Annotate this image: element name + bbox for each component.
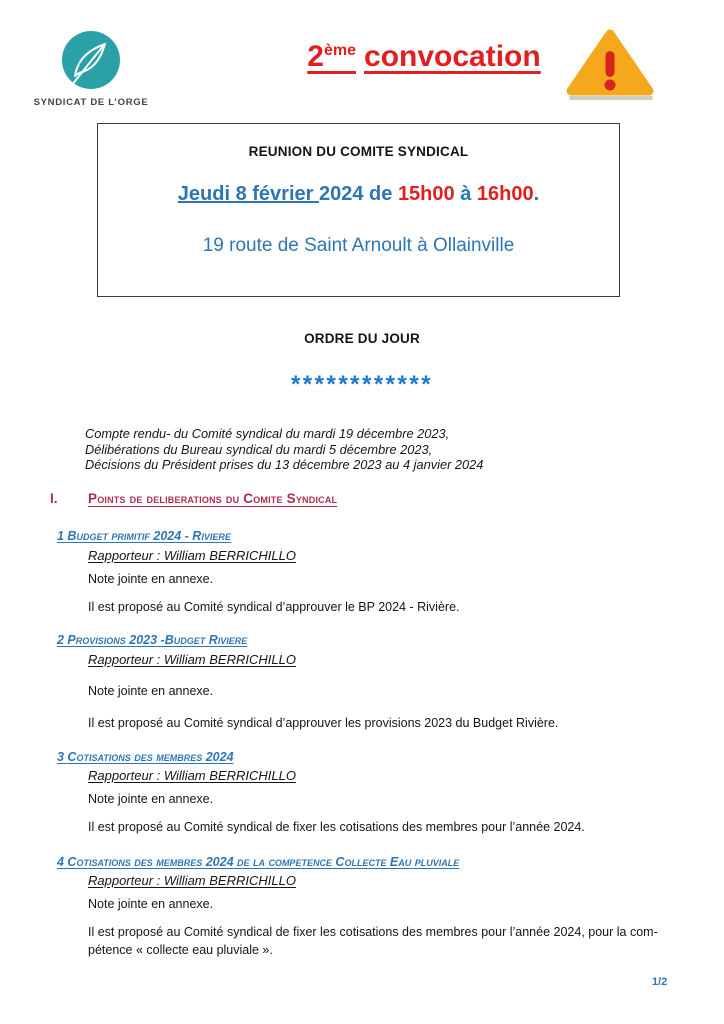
item-rapporteur: Rapporteur : William BERRICHILLO <box>88 548 296 563</box>
item-heading: 4 Cotisations des membres 2024 de la competence Collecte Eau pluviale <box>57 855 460 869</box>
page-title <box>307 40 540 74</box>
leaf-logo-icon <box>61 30 121 92</box>
org-name: SYNDICAT DE L’ORGE <box>33 97 149 108</box>
item-note: Note jointe en annexe. <box>88 792 214 806</box>
agenda-title: ORDRE DU JOUR <box>304 331 420 346</box>
item-rapporteur: Rapporteur : William BERRICHILLO <box>88 873 296 888</box>
meeting-title: REUNION DU COMITE SYNDICAL <box>248 144 469 159</box>
item-proposal: Il est proposé au Comité syndical de fixer les cotisations des membres pour l’année 2024. <box>88 820 585 834</box>
meeting-time-start: 15h00 <box>397 183 455 205</box>
section-title: Points de deliberations du Comite Syndical <box>88 491 338 506</box>
asterisk-separator: ************ <box>290 371 434 398</box>
item-heading: 2 Provisions 2023 -Budget Riviere <box>57 633 248 647</box>
section-numeral: I. <box>50 491 58 506</box>
title-ordinal: ème <box>323 42 357 59</box>
item-heading: 1 Budget primitif 2024 - Riviere <box>57 529 231 543</box>
org-logo <box>30 30 152 108</box>
preamble-line: Décisions du Président prises du 13 décembre 2023 au 4 janvier 2024 <box>85 457 484 473</box>
item-rapporteur: Rapporteur : William BERRICHILLO <box>88 652 296 667</box>
title-number: 2 <box>307 40 324 73</box>
agenda-item-1 <box>57 529 697 629</box>
meeting-time-end: 16h00 <box>476 183 534 205</box>
item-note: Note jointe en annexe. <box>88 572 214 586</box>
item-rapporteur: Rapporteur : William BERRICHILLO <box>88 768 296 783</box>
item-note: Note jointe en annexe. <box>88 897 214 911</box>
item-proposal: Il est proposé au Comité syndical d’approuver le BP 2024 - Rivière. <box>88 600 460 614</box>
meeting-info-box <box>97 123 620 297</box>
item-proposal: Il est proposé au Comité syndical de fixer les cotisations des membres pour l’année 2024, pour la com- <box>88 925 658 939</box>
title-word: convocation <box>364 40 541 73</box>
item-heading: 3 Cotisations des membres 2024 <box>57 750 234 764</box>
meeting-date-underlined: Jeudi 8 février <box>177 183 319 205</box>
item-note: Note jointe en annexe. <box>88 684 214 698</box>
item-proposal-continued: pétence « collecte eau pluviale ». <box>88 943 273 957</box>
meeting-date-period: . <box>533 183 540 205</box>
meeting-address: 19 route de Saint Arnoult à Ollainville <box>202 235 515 256</box>
item-proposal: Il est proposé au Comité syndical d’approuver les provisions 2023 du Budget Rivière. <box>88 716 559 730</box>
meeting-time-conjunction: à <box>454 183 477 205</box>
preamble-line: Compte rendu- du Comité syndical du mardi 19 décembre 2023, <box>85 426 450 441</box>
meeting-date-rest: 2024 de <box>318 183 398 205</box>
agenda-item-2 <box>57 633 697 733</box>
section-heading <box>50 491 337 506</box>
preamble <box>85 426 483 473</box>
page-number: 1/2 <box>652 976 668 988</box>
meeting-datetime <box>98 183 619 206</box>
warning-triangle-icon <box>564 27 656 110</box>
agenda-item-4 <box>57 855 697 955</box>
agenda-item-3 <box>57 750 697 850</box>
preamble-line: Délibérations du Bureau syndical du mardi 5 décembre 2023, <box>85 441 433 457</box>
